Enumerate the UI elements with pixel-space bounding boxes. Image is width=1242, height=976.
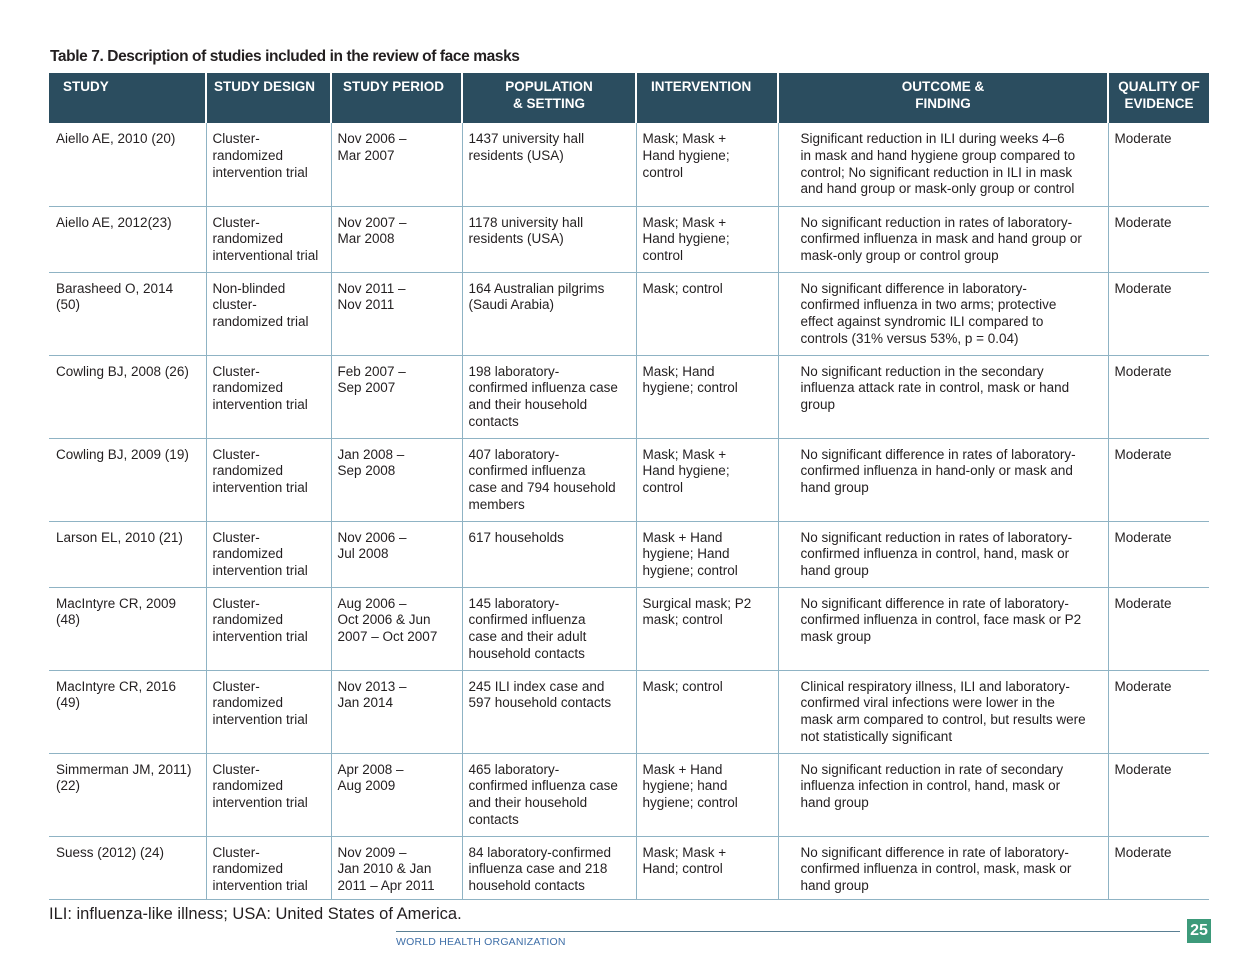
- header-quality-of-evidence: [1108, 73, 1209, 123]
- period-cell: [331, 438, 462, 521]
- population-cell-line: 617 households: [468, 529, 564, 545]
- outcome-cell: [778, 753, 1108, 836]
- outcome-cell-line: confirmed influenza in hand-only or mask and: [800, 463, 1073, 479]
- design-cell: [206, 521, 331, 587]
- outcome-cell: [778, 587, 1108, 670]
- study-cell-line: MacIntyre CR, 2009: [56, 595, 177, 611]
- outcome-cell-line: No significant reduction in rates of laboratory-: [800, 529, 1073, 545]
- period-cell-line: Mar 2008: [337, 231, 395, 247]
- population-cell: [462, 521, 636, 587]
- quality-cell-line: Moderate: [1114, 131, 1172, 146]
- design-cell-line: Cluster-: [212, 214, 260, 230]
- quality-cell-line: Moderate: [1114, 761, 1172, 777]
- design-cell-line: Cluster-: [212, 844, 260, 860]
- period-cell-line: Mar 2007: [337, 147, 395, 163]
- period-cell-line: Oct 2006 & Jun: [337, 612, 431, 628]
- study-cell: [49, 670, 206, 753]
- table-row: [49, 438, 1209, 521]
- design-cell: [206, 438, 331, 521]
- design-cell-line: intervention trial: [212, 712, 308, 728]
- intervention-cell: [636, 206, 778, 272]
- outcome-cell-line: hand group: [800, 480, 869, 496]
- outcome-cell-line: mask group: [800, 629, 872, 645]
- intervention-cell-line: Hand; control: [642, 861, 723, 877]
- period-cell: [331, 521, 462, 587]
- period-cell-line: Nov 2009 –: [337, 844, 407, 860]
- period-cell-line: Jan 2010 & Jan: [337, 861, 432, 877]
- study-cell: [49, 438, 206, 521]
- period-cell: [331, 355, 462, 438]
- design-cell-line: intervention trial: [212, 878, 308, 894]
- population-cell-line: confirmed influenza: [468, 612, 586, 628]
- design-cell-line: Cluster-: [212, 363, 260, 379]
- design-cell-line: randomized: [212, 380, 284, 396]
- outcome-cell-line: Clinical respiratory illness, ILI and laboratory-: [800, 678, 1070, 694]
- population-cell-line: (Saudi Arabia): [468, 297, 555, 313]
- design-cell-line: randomized: [212, 231, 284, 247]
- intervention-cell-line: Mask; Mask +: [642, 844, 727, 860]
- header-outcome-label-line2: FINDING: [915, 96, 971, 111]
- population-cell-line: members: [468, 496, 525, 512]
- population-cell: [462, 438, 636, 521]
- study-cell-line: MacIntyre CR, 2016: [56, 678, 177, 694]
- table-row: [49, 587, 1209, 670]
- study-cell-line: Barasheed O, 2014: [56, 280, 174, 296]
- population-cell: [462, 753, 636, 836]
- intervention-cell: [636, 521, 778, 587]
- population-cell-line: 465 laboratory-: [468, 761, 560, 777]
- outcome-cell-line: confirmed influenza in control, hand, mask or: [800, 546, 1070, 562]
- population-cell-line: 597 household contacts: [468, 695, 612, 711]
- outcome-cell-line: influenza infection in control, hand, mask or: [800, 778, 1061, 794]
- design-cell-line: intervention trial: [212, 629, 308, 645]
- quality-cell: [1108, 438, 1209, 521]
- population-cell-line: 1437 university hall: [468, 131, 585, 146]
- population-cell-line: household contacts: [468, 878, 585, 894]
- header-intervention-label: INTERVENTION: [651, 79, 752, 94]
- period-cell-line: Apr 2008 –: [337, 761, 404, 777]
- outcome-cell-line: No significant difference in rate of laboratory-: [800, 595, 1069, 611]
- outcome-cell-line: No significant difference in laboratory-: [800, 280, 1027, 296]
- population-cell-line: confirmed influenza: [468, 463, 586, 479]
- intervention-cell: [636, 836, 778, 899]
- population-cell-line: contacts: [468, 413, 519, 429]
- intervention-cell: [636, 123, 778, 206]
- period-cell-line: Nov 2006 –: [337, 529, 407, 545]
- header-outcome-label-line1: OUTCOME &: [901, 79, 985, 94]
- period-cell-line: Feb 2007 –: [337, 363, 406, 379]
- population-cell-line: 407 laboratory-: [468, 446, 560, 462]
- intervention-cell-line: control: [642, 480, 684, 496]
- period-cell: [331, 206, 462, 272]
- design-cell-line: Cluster-: [212, 595, 260, 611]
- study-cell: [49, 836, 206, 899]
- outcome-cell: [778, 206, 1108, 272]
- outcome-cell-line: confirmed influenza in two arms; protective: [800, 297, 1057, 313]
- design-cell: [206, 753, 331, 836]
- period-cell-line: Nov 2013 –: [337, 678, 407, 694]
- intervention-cell: [636, 272, 778, 355]
- intervention-cell-line: Hand hygiene;: [642, 231, 730, 247]
- intervention-cell-line: hygiene; control: [642, 795, 738, 811]
- quality-cell-line: Moderate: [1114, 844, 1172, 860]
- period-cell-line: Nov 2011: [337, 297, 395, 313]
- design-cell-line: randomized trial: [212, 314, 309, 330]
- period-cell-line: Jan 2008 –: [337, 446, 405, 462]
- design-cell-line: intervention trial: [212, 480, 308, 496]
- period-cell-line: Nov 2007 –: [337, 214, 407, 230]
- header-population-label-line2: & SETTING: [512, 96, 585, 111]
- population-cell-line: 84 laboratory-confirmed: [468, 844, 612, 860]
- period-cell: [331, 587, 462, 670]
- study-cell-line: Suess (2012) (24): [56, 844, 165, 860]
- header-study-period-label: STUDY PERIOD: [343, 79, 445, 94]
- outcome-cell-line: controls (31% versus 53%, p = 0.04): [800, 330, 1019, 346]
- outcome-cell-line: mask-only group or control group: [800, 248, 999, 264]
- intervention-cell: [636, 670, 778, 753]
- intervention-cell: [636, 587, 778, 670]
- outcome-cell: [778, 355, 1108, 438]
- intervention-cell-line: control: [642, 164, 684, 180]
- period-cell-line: Aug 2009: [337, 778, 396, 794]
- quality-cell: [1108, 836, 1209, 899]
- study-cell-line: (50): [56, 297, 81, 313]
- outcome-cell-line: No significant difference in rate of laboratory-: [800, 844, 1069, 860]
- outcome-cell-line: confirmed influenza in control, mask, mask or: [800, 861, 1072, 877]
- design-cell: [206, 272, 331, 355]
- design-cell: [206, 670, 331, 753]
- design-cell-line: Non-blinded: [212, 280, 286, 296]
- design-cell-line: randomized: [212, 546, 284, 562]
- studies-table: [49, 73, 1209, 900]
- period-cell-line: Nov 2006 –: [337, 131, 407, 146]
- population-cell-line: and their household: [468, 795, 588, 811]
- design-cell-line: Cluster-: [212, 529, 260, 545]
- quality-cell: [1108, 206, 1209, 272]
- period-cell: [331, 836, 462, 899]
- population-cell-line: case and 794 household: [468, 480, 616, 496]
- outcome-cell: [778, 438, 1108, 521]
- study-cell-line: Simmerman JM, 2011): [56, 761, 192, 777]
- study-cell-line: (48): [56, 612, 81, 628]
- outcome-cell-line: mask arm compared to control, but results were: [800, 712, 1086, 728]
- quality-cell-line: Moderate: [1114, 280, 1172, 296]
- period-cell-line: 2011 – Apr 2011: [337, 878, 435, 894]
- period-cell: [331, 670, 462, 753]
- header-population-setting: [462, 73, 636, 123]
- population-cell-line: residents (USA): [468, 147, 564, 163]
- intervention-cell-line: control: [642, 248, 684, 264]
- design-cell-line: randomized: [212, 778, 284, 794]
- study-cell-line: (49): [56, 695, 81, 711]
- outcome-cell-line: confirmed influenza in mask and hand group or: [800, 231, 1082, 247]
- design-cell: [206, 355, 331, 438]
- study-cell-line: (22): [56, 778, 81, 794]
- header-row: [49, 73, 1209, 123]
- design-cell-line: randomized: [212, 612, 284, 628]
- period-cell-line: Sep 2007: [337, 380, 396, 396]
- outcome-cell: [778, 123, 1108, 206]
- intervention-cell-line: hygiene; hand: [642, 778, 728, 794]
- period-cell: [331, 753, 462, 836]
- design-cell-line: intervention trial: [212, 563, 308, 579]
- population-cell-line: 164 Australian pilgrims: [468, 280, 605, 296]
- outcome-cell-line: Significant reduction in ILI during weeks 4–6: [800, 131, 1065, 146]
- header-quality-label-line1: QUALITY OF: [1118, 79, 1200, 94]
- organization-name: WORLD HEALTH ORGANIZATION: [396, 936, 566, 948]
- design-cell-line: Cluster-: [212, 446, 260, 462]
- design-cell-line: intervention trial: [212, 795, 308, 811]
- outcome-cell-line: effect against syndromic ILI compared to: [800, 314, 1044, 330]
- period-cell: [331, 123, 462, 206]
- intervention-cell-line: Surgical mask; P2: [642, 595, 752, 611]
- page-number-badge: 25: [1187, 919, 1211, 943]
- period-cell-line: Jul 2008: [337, 546, 389, 562]
- outcome-cell-line: confirmed viral infections were lower in the: [800, 695, 1055, 711]
- intervention-cell-line: Hand hygiene;: [642, 463, 730, 479]
- intervention-cell-line: hygiene; control: [642, 563, 738, 579]
- quality-cell-line: Moderate: [1114, 363, 1172, 379]
- table-row: [49, 836, 1209, 899]
- design-cell-line: interventional trial: [212, 248, 319, 264]
- design-cell-line: randomized: [212, 695, 284, 711]
- population-cell-line: 198 laboratory-: [468, 363, 560, 379]
- header-study-label: STUDY: [63, 79, 109, 94]
- intervention-cell-line: mask; control: [642, 612, 723, 628]
- period-cell-line: 2007 – Oct 2007: [337, 629, 438, 645]
- design-cell-line: intervention trial: [212, 397, 308, 413]
- quality-cell-line: Moderate: [1114, 529, 1172, 545]
- population-cell-line: 145 laboratory-: [468, 595, 560, 611]
- population-cell: [462, 836, 636, 899]
- population-cell: [462, 670, 636, 753]
- design-cell-line: randomized: [212, 861, 284, 877]
- design-cell: [206, 836, 331, 899]
- table-row: [49, 521, 1209, 587]
- quality-cell-line: Moderate: [1114, 678, 1172, 694]
- period-cell-line: Nov 2011 –: [337, 280, 406, 296]
- study-cell-line: Cowling BJ, 2008 (26): [56, 363, 189, 379]
- table-row: [49, 355, 1209, 438]
- study-cell: [49, 587, 206, 670]
- population-cell: [462, 587, 636, 670]
- period-cell-line: Sep 2008: [337, 463, 396, 479]
- population-cell-line: confirmed influenza case: [468, 380, 618, 396]
- design-cell-line: intervention trial: [212, 164, 308, 180]
- outcome-cell-line: and hand group or mask-only group or control: [800, 181, 1075, 197]
- design-cell-line: Cluster-: [212, 131, 260, 146]
- population-cell-line: residents (USA): [468, 231, 564, 247]
- design-cell-line: cluster-: [212, 297, 257, 313]
- outcome-cell-line: not statistically significant: [800, 728, 953, 744]
- period-cell-line: Aug 2006 –: [337, 595, 407, 611]
- design-cell: [206, 587, 331, 670]
- intervention-cell-line: Mask; Hand: [642, 363, 715, 379]
- population-cell: [462, 272, 636, 355]
- header-population-label-line1: POPULATION: [505, 79, 593, 94]
- quality-cell-line: Moderate: [1114, 595, 1172, 611]
- study-cell: [49, 272, 206, 355]
- study-cell-line: Aiello AE, 2012(23): [56, 214, 172, 230]
- population-cell-line: and their household: [468, 397, 588, 413]
- study-cell: [49, 355, 206, 438]
- population-cell-line: confirmed influenza case: [468, 778, 618, 794]
- outcome-cell-line: control; No significant reduction in ILI in mask: [800, 164, 1073, 180]
- quality-cell-line: Moderate: [1114, 446, 1172, 462]
- population-cell-line: 1178 university hall: [468, 214, 584, 230]
- design-cell: [206, 123, 331, 206]
- intervention-cell-line: hygiene; control: [642, 380, 738, 396]
- quality-cell: [1108, 753, 1209, 836]
- outcome-cell: [778, 272, 1108, 355]
- outcome-cell-line: hand group: [800, 795, 869, 811]
- intervention-cell-line: Mask + Hand: [642, 529, 723, 545]
- header-study-period: [331, 73, 462, 123]
- intervention-cell-line: Mask + Hand: [642, 761, 723, 777]
- quality-cell-line: Moderate: [1114, 214, 1172, 230]
- header-quality-label-line2: EVIDENCE: [1124, 96, 1194, 111]
- intervention-cell-line: Mask; Mask +: [642, 214, 727, 230]
- outcome-cell-line: hand group: [800, 563, 869, 579]
- population-cell: [462, 355, 636, 438]
- population-cell: [462, 123, 636, 206]
- footnote: ILI: influenza-like illness; USA: United States of America.: [49, 905, 462, 923]
- study-cell-line: Larson EL, 2010 (21): [56, 529, 183, 545]
- outcome-cell-line: confirmed influenza in control, face mask or P2: [800, 612, 1082, 628]
- footer-divider: [396, 931, 1180, 932]
- outcome-cell-line: No significant reduction in rates of laboratory-: [800, 214, 1073, 230]
- population-cell-line: contacts: [468, 811, 519, 827]
- header-outcome-finding: [778, 73, 1108, 123]
- design-cell-line: randomized: [212, 463, 284, 479]
- intervention-cell-line: Mask; control: [642, 280, 723, 296]
- outcome-cell: [778, 836, 1108, 899]
- design-cell-line: Cluster-: [212, 761, 260, 777]
- study-cell: [49, 521, 206, 587]
- table-row: [49, 272, 1209, 355]
- intervention-cell: [636, 753, 778, 836]
- intervention-cell-line: Mask; Mask +: [642, 131, 727, 146]
- outcome-cell-line: No significant reduction in rate of secondary: [800, 761, 1064, 777]
- study-cell-line: Cowling BJ, 2009 (19): [56, 446, 189, 462]
- table-row: [49, 670, 1209, 753]
- outcome-cell-line: influenza attack rate in control, mask or hand: [800, 380, 1070, 396]
- intervention-cell-line: hygiene; Hand: [642, 546, 730, 562]
- table-row: [49, 123, 1209, 206]
- study-cell: [49, 206, 206, 272]
- intervention-cell: [636, 355, 778, 438]
- quality-cell: [1108, 272, 1209, 355]
- outcome-cell: [778, 521, 1108, 587]
- outcome-cell-line: No significant reduction in the secondary: [800, 363, 1044, 379]
- header-study: [49, 73, 206, 123]
- outcome-cell-line: No significant difference in rates of laboratory-: [800, 446, 1076, 462]
- quality-cell: [1108, 355, 1209, 438]
- period-cell-line: Jan 2014: [337, 695, 394, 711]
- header-study-design: [206, 73, 331, 123]
- quality-cell: [1108, 670, 1209, 753]
- population-cell-line: household contacts: [468, 645, 585, 661]
- table-row: [49, 753, 1209, 836]
- table-row: [49, 206, 1209, 272]
- period-cell: [331, 272, 462, 355]
- population-cell-line: 245 ILI index case and: [468, 678, 605, 694]
- intervention-cell-line: Mask; Mask +: [642, 446, 727, 462]
- design-cell: [206, 206, 331, 272]
- study-cell: [49, 123, 206, 206]
- population-cell-line: influenza case and 218: [468, 861, 608, 877]
- outcome-cell-line: group: [800, 397, 836, 413]
- study-cell-line: Aiello AE, 2010 (20): [56, 131, 176, 146]
- header-intervention: [636, 73, 778, 123]
- table-title: Table 7. Description of studies included in the review of face masks: [50, 48, 520, 65]
- intervention-cell-line: Mask; control: [642, 678, 723, 694]
- outcome-cell: [778, 670, 1108, 753]
- population-cell-line: case and their adult: [468, 629, 587, 645]
- intervention-cell: [636, 438, 778, 521]
- design-cell-line: randomized: [212, 147, 284, 163]
- population-cell: [462, 206, 636, 272]
- quality-cell: [1108, 123, 1209, 206]
- quality-cell: [1108, 587, 1209, 670]
- study-cell: [49, 753, 206, 836]
- design-cell-line: Cluster-: [212, 678, 260, 694]
- outcome-cell-line: in mask and hand hygiene group compared to: [800, 147, 1076, 163]
- quality-cell: [1108, 521, 1209, 587]
- header-study-design-label: STUDY DESIGN: [214, 79, 316, 94]
- intervention-cell-line: Hand hygiene;: [642, 147, 730, 163]
- outcome-cell-line: hand group: [800, 878, 869, 894]
